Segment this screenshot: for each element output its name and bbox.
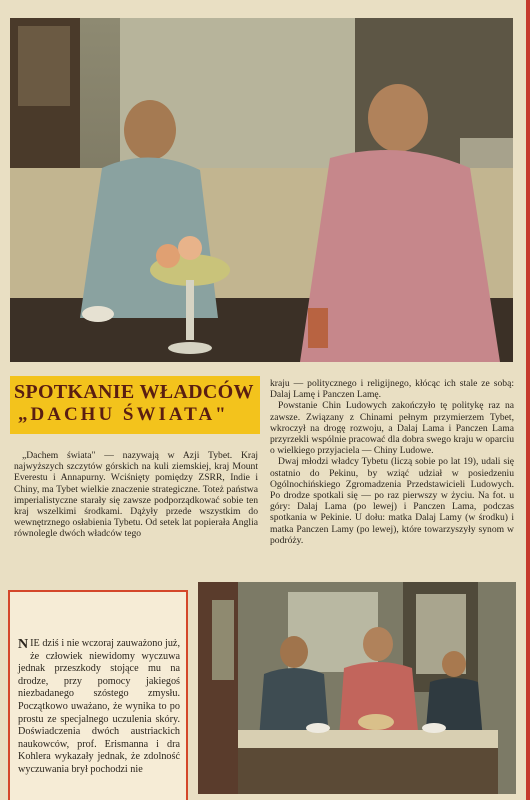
continuation-column xyxy=(270,378,514,546)
bottom-photo xyxy=(198,582,516,794)
page-edge-strip xyxy=(526,0,530,800)
intro-column xyxy=(14,450,258,540)
intro-paragraph: „Dachem świata" — nazywają w Azji Tybet. Kraj najwyższych szczytów górskich na kuli ziemskiej, kraj Mount Everestu i Annapurny. Wciśnięty pomiędzy ZSRR, Indie i Chiny, ma Tybet wielkie znaczenie strategiczne. Toteż państwa imperialistyczne starały się zawsze podporządkować sobie ten kraj wszelkimi środkami. Dążyły przede wszystkim do wewnętrznego osłabienia Tybetu. Od setek lat popierała Anglia równolegle dwóch władców tego xyxy=(14,450,258,540)
sidebar-body: IE dziś i nie wczoraj zauważono już, że człowiek niewidomy wyczuwa jednak przeszkody stojące mu na drodze, przy pomocy jakiegoś niezbadanego szóstego zmysłu. Początkowo uważano, że wynika to po prostu ze specjalnego uczulenia skóry. Doświadczenia dwóch austriackich naukowców, prof. Erismanna i dra Kohlera wykazały jednak, że zdolność wyczuwania brył pochodzi nie xyxy=(18,638,180,775)
sidebar-article xyxy=(8,590,188,800)
top-photo xyxy=(10,18,513,362)
headline-box xyxy=(10,376,260,434)
drop-cap: N xyxy=(18,637,29,652)
sidebar-text xyxy=(18,638,180,777)
continuation-paragraph-2: Powstanie Chin Ludowych zakończyło tę politykę raz na zawsze. Związany z Chinami pełnym przymierzem Tybet, wkroczył na drogę rozwoju, a Dalaj Lama i Panczen Lama przyrzekli wspólnie pracować dla dobra swego kraju w oparciu o wielkiego przyjaciela — Chiny Ludowe. xyxy=(270,400,514,457)
headline-line-2: „DACHU ŚWIATA" xyxy=(18,404,229,425)
continuation-paragraph-1: kraju — politycznego i religijnego, kłócąc ich stale ze sobą: Dalaj Lamę i Panczen Lamę. xyxy=(270,378,514,401)
continuation-paragraph-3: Dwaj młodzi władcy Tybetu (liczą sobie po lat 19), udali się ostatnio do Pekinu, by wziąć udział w posiedzeniu Ogólnochińskiego Zgromadzenia Przedstawicieli Ludowych. Po drodze spotkali się — po raz pierwszy w życiu. Na fot. u góry: Dalaj Lama (po lewej) i Panczen Lama, podczas spotkania w Pekinie. U dołu: matka Dalaj Lamy (w środku) i matka Panczen Lamy (po lewej), które towarzyszyły synom w podróży. xyxy=(270,456,514,546)
headline-line-1: SPOTKANIE WŁADCÓW xyxy=(14,381,254,403)
